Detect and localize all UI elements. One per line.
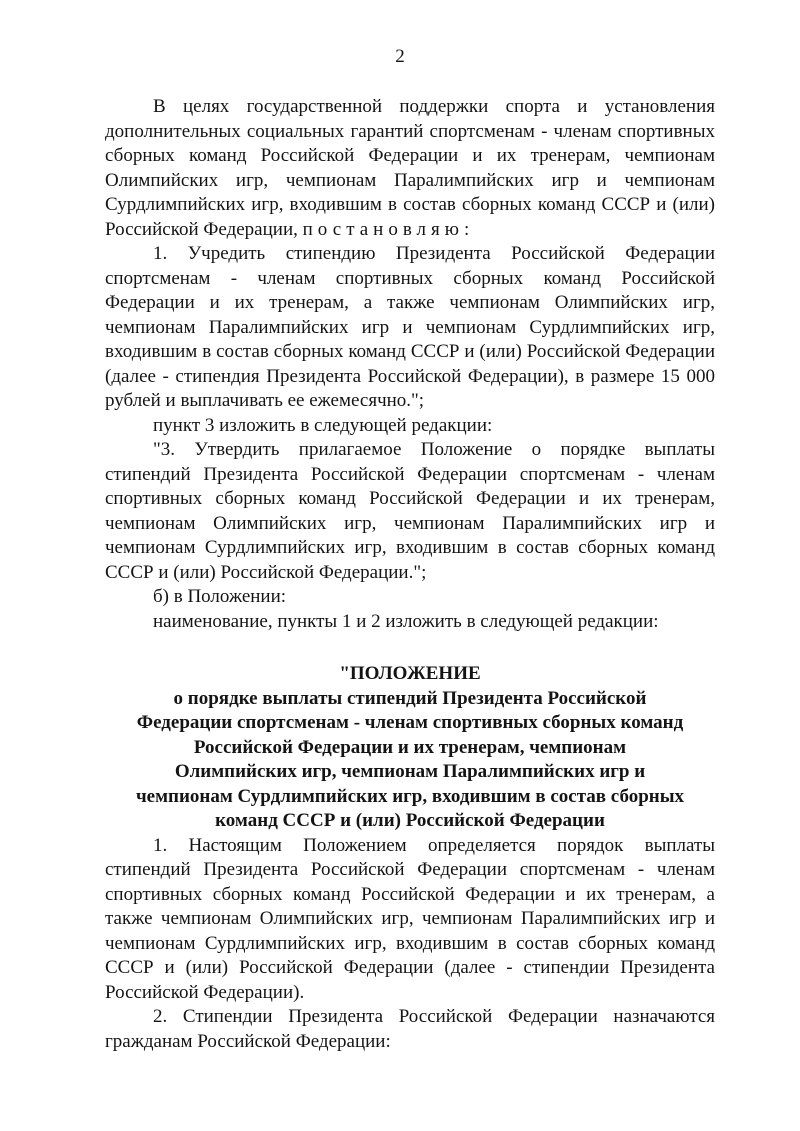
subpoint-b-paragraph: б) в Положении: <box>153 586 287 607</box>
regulation-subtitle: о порядке выплаты стипендий Президента Российской Федерации спортсменам - членам спортивных сборных команд Российской Федерации и их тренерам, чемпионам Олимпийских игр, чемпионам Паралимпийских игр и чемпионам Сурдлимпийских игр, входившим в состав сборных команд СССР и (или) Российской Федерации <box>135 687 685 831</box>
regulation-point-2: 2. Стипендии Президента Российской Федерации назначаются гражданам Российской Федерации: <box>105 1006 715 1052</box>
preamble-paragraph <box>105 95 715 242</box>
point-1-paragraph: 1. Учредить стипендию Президента Российской Федерации спортсменам - членам спортивных сборных команд Российской Федерации и их тренерам, а также чемпионам Олимпийских игр, чемпионам Паралимпийских игр и чемпионам Сурдлимпийских игр, входившим в состав сборных команд СССР и (или) Российской Федерации (далее - стипендия Президента Российской Федерации), в размере 15 000 рублей и выплачивать ее ежемесячно."; <box>105 243 715 411</box>
point-3-intro-paragraph: пункт 3 изложить в следующей редакции: <box>153 414 493 436</box>
postanovlyayu-text: постановляю: <box>302 218 475 240</box>
document-body <box>105 95 715 1054</box>
regulation-title: "ПОЛОЖЕНИЕ <box>339 663 481 684</box>
preamble-text: В целях государственной поддержки спорта и установления дополнительных социальных гарантий спортсменам - членам спортивных сборных команд Российской Федерации и их тренерам, чемпионам Олимпийских игр, чемпионам Паралимпийских игр и чемпионам Сурдлимпийских игр, входившим в состав сборных команд СССР и (или) Российской Федерации, <box>105 96 715 240</box>
page-number: 2 <box>395 46 405 67</box>
naimenovanie-paragraph: наименование, пункты 1 и 2 изложить в следующей редакции: <box>153 610 659 632</box>
regulation-heading <box>105 662 715 834</box>
point-3-paragraph: "3. Утвердить прилагаемое Положение о порядке выплаты стипендий Президента Российской Федерации спортсменам - членам спортивных сборных команд Российской Федерации и их тренерам, чемпионам Олимпийских игр, чемпионам Паралимпийских игр и чемпионам Сурдлимпийских игр, входившим в состав сборных команд СССР и (или) Российской Федерации."; <box>105 439 715 583</box>
regulation-point-1: 1. Настоящим Положением определяется порядок выплаты стипендий Президента Российской Федерации спортсменам - членам спортивных сборных команд Российской Федерации и их тренерам, а также чемпионам Олимпийских игр, чемпионам Паралимпийских игр и чемпионам Сурдлимпийских игр, входившим в состав сборных команд СССР и (или) Российской Федерации (далее - стипендии Президента Российской Федерации). <box>105 834 715 1003</box>
